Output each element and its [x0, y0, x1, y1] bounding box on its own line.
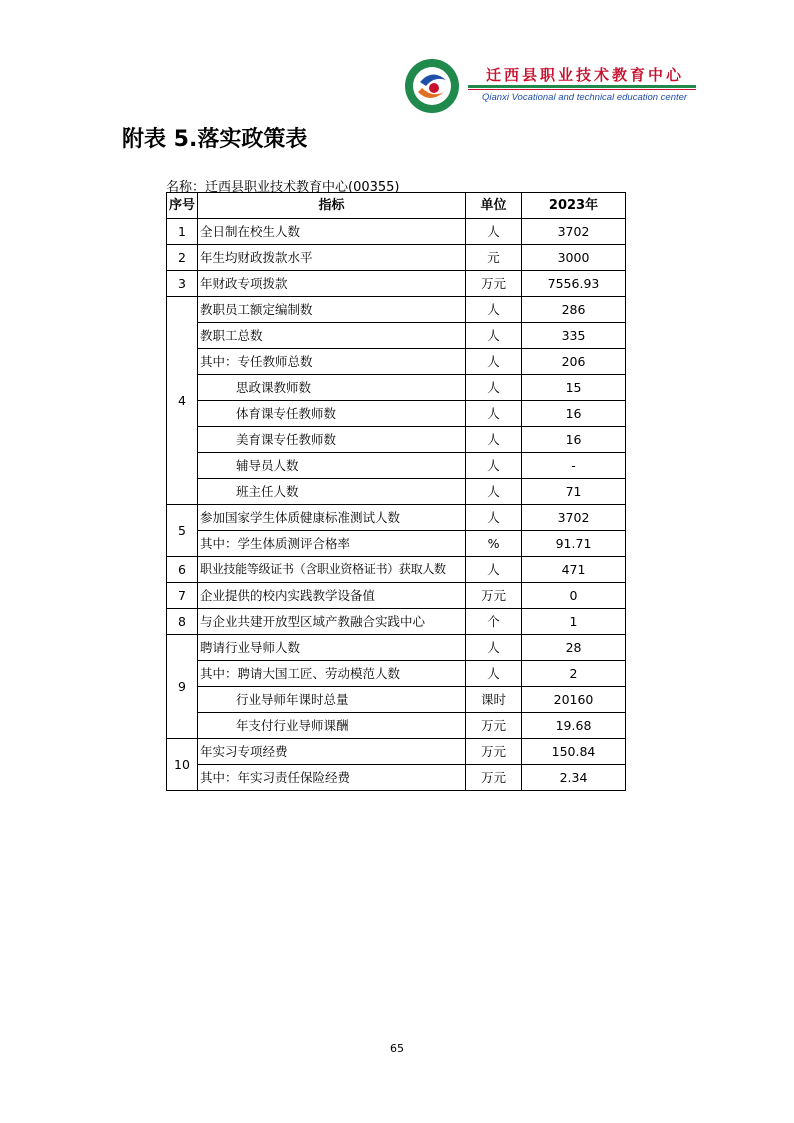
unit-cell: 人 — [466, 427, 522, 453]
col-header-indicator: 指标 — [198, 193, 466, 219]
row-number: 3 — [167, 271, 198, 297]
unit-cell: 人 — [466, 219, 522, 245]
table-row — [167, 479, 626, 505]
indicator-cell: 教职员工额定编制数 — [198, 297, 466, 323]
value-cell: 16 — [522, 401, 626, 427]
unit-cell: 人 — [466, 479, 522, 505]
header-rule-green — [468, 85, 696, 88]
value-cell: 7556.93 — [522, 271, 626, 297]
unit-cell: 人 — [466, 557, 522, 583]
col-header-no: 序号 — [167, 193, 198, 219]
indicator-cell: 体育课专任教师数 — [198, 401, 466, 427]
table-row — [167, 531, 626, 557]
page-header — [402, 58, 702, 114]
value-cell: 3702 — [522, 219, 626, 245]
table-row — [167, 323, 626, 349]
table-row — [167, 271, 626, 297]
value-cell: 91.71 — [522, 531, 626, 557]
indicator-cell: 年生均财政拨款水平 — [198, 245, 466, 271]
row-number: 6 — [167, 557, 198, 583]
indicator-cell: 与企业共建开放型区域产教融合实践中心 — [198, 609, 466, 635]
col-header-value: 2023年 — [522, 193, 626, 219]
indicator-cell: 其中：专任教师总数 — [198, 349, 466, 375]
value-cell: 1 — [522, 609, 626, 635]
value-cell: - — [522, 453, 626, 479]
table-row — [167, 557, 626, 583]
row-number: 10 — [167, 739, 198, 791]
unit-cell: 万元 — [466, 739, 522, 765]
table-row — [167, 583, 626, 609]
table-row — [167, 739, 626, 765]
indicator-cell: 教职工总数 — [198, 323, 466, 349]
unit-cell: 人 — [466, 505, 522, 531]
value-cell: 2 — [522, 661, 626, 687]
indicator-cell: 其中：年实习责任保险经费 — [198, 765, 466, 791]
row-number: 8 — [167, 609, 198, 635]
row-number: 1 — [167, 219, 198, 245]
value-cell: 19.68 — [522, 713, 626, 739]
value-cell: 206 — [522, 349, 626, 375]
indicator-cell: 行业导师年课时总量 — [198, 687, 466, 713]
value-cell: 3702 — [522, 505, 626, 531]
unit-cell: 万元 — [466, 713, 522, 739]
indicator-cell: 年实习专项经费 — [198, 739, 466, 765]
unit-cell: 元 — [466, 245, 522, 271]
table-row — [167, 635, 626, 661]
org-name-cn: 迁西县职业技术教育中心 — [486, 66, 685, 84]
indicator-cell: 美育课专任教师数 — [198, 427, 466, 453]
indicator-cell: 职业技能等级证书（含职业资格证书）获取人数 — [198, 557, 466, 583]
value-cell: 15 — [522, 375, 626, 401]
page-number: 65 — [390, 1042, 404, 1055]
indicator-cell: 企业提供的校内实践教学设备值 — [198, 583, 466, 609]
table-row — [167, 505, 626, 531]
value-cell: 150.84 — [522, 739, 626, 765]
unit-cell: % — [466, 531, 522, 557]
unit-cell: 人 — [466, 453, 522, 479]
row-number: 2 — [167, 245, 198, 271]
value-cell: 2.34 — [522, 765, 626, 791]
unit-cell: 人 — [466, 661, 522, 687]
unit-cell: 个 — [466, 609, 522, 635]
unit-cell: 万元 — [466, 583, 522, 609]
value-cell: 71 — [522, 479, 626, 505]
indicator-cell: 思政课教师数 — [198, 375, 466, 401]
unit-cell: 人 — [466, 323, 522, 349]
indicator-cell: 其中：学生体质测评合格率 — [198, 531, 466, 557]
school-logo-icon — [404, 58, 460, 114]
table-row — [167, 297, 626, 323]
unit-cell: 人 — [466, 375, 522, 401]
table-row — [167, 427, 626, 453]
table-row — [167, 765, 626, 791]
table-row — [167, 401, 626, 427]
value-cell: 0 — [522, 583, 626, 609]
table-row — [167, 349, 626, 375]
indicator-cell: 全日制在校生人数 — [198, 219, 466, 245]
indicator-cell: 聘请行业导师人数 — [198, 635, 466, 661]
policy-table — [166, 192, 626, 791]
indicator-cell: 年财政专项拨款 — [198, 271, 466, 297]
table-row — [167, 453, 626, 479]
table-row — [167, 375, 626, 401]
table-row — [167, 661, 626, 687]
indicator-cell: 年支付行业导师课酬 — [198, 713, 466, 739]
table-row — [167, 713, 626, 739]
header-rule-red — [468, 89, 696, 90]
page-title: 附表 5.落实政策表 — [122, 127, 308, 152]
value-cell: 471 — [522, 557, 626, 583]
table-row — [167, 687, 626, 713]
indicator-cell: 其中：聘请大国工匠、劳动模范人数 — [198, 661, 466, 687]
table-header-row — [167, 193, 626, 219]
row-number: 5 — [167, 505, 198, 557]
row-number: 4 — [167, 297, 198, 505]
table-row — [167, 245, 626, 271]
value-cell: 20160 — [522, 687, 626, 713]
indicator-cell: 参加国家学生体质健康标准测试人数 — [198, 505, 466, 531]
col-header-unit: 单位 — [466, 193, 522, 219]
value-cell: 3000 — [522, 245, 626, 271]
row-number: 7 — [167, 583, 198, 609]
row-number: 9 — [167, 635, 198, 739]
value-cell: 286 — [522, 297, 626, 323]
unit-cell: 万元 — [466, 765, 522, 791]
unit-cell: 人 — [466, 349, 522, 375]
value-cell: 16 — [522, 427, 626, 453]
unit-cell: 万元 — [466, 271, 522, 297]
indicator-cell: 辅导员人数 — [198, 453, 466, 479]
table-row — [167, 609, 626, 635]
unit-cell: 课时 — [466, 687, 522, 713]
unit-cell: 人 — [466, 635, 522, 661]
unit-name: 名称：迁西县职业技术教育中心(00355) — [166, 180, 400, 195]
org-name-en: Qianxi Vocational and technical education center — [482, 92, 688, 103]
value-cell: 28 — [522, 635, 626, 661]
table-row — [167, 219, 626, 245]
value-cell: 335 — [522, 323, 626, 349]
indicator-cell: 班主任人数 — [198, 479, 466, 505]
unit-cell: 人 — [466, 401, 522, 427]
unit-cell: 人 — [466, 297, 522, 323]
